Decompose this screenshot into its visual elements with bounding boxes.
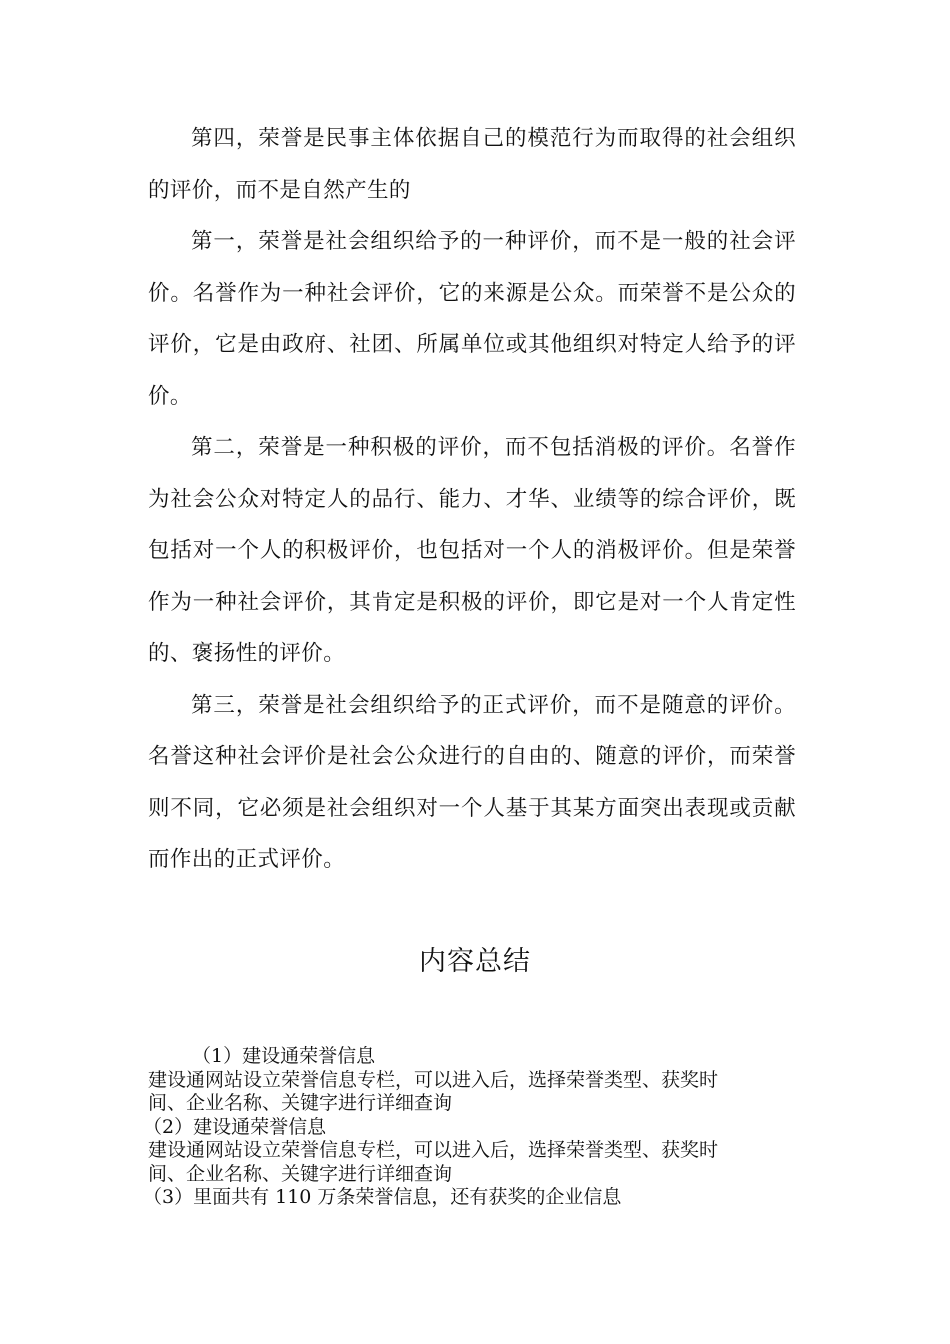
summary-line: （1）建设通荣誉信息 xyxy=(192,1045,376,1067)
summary-line: （3）里面共有 110 万条荣誉信息，还有获奖的企业信息 xyxy=(143,1186,622,1208)
summary-line: 间、企业名称、关键字进行详细查询 xyxy=(148,1092,453,1114)
summary-line: 建设通网站设立荣誉信息专栏，可以进入后，选择荣誉类型、获奖时 xyxy=(148,1139,719,1161)
summary-line: 间、企业名称、关键字进行详细查询 xyxy=(148,1162,453,1185)
paragraph-fourth: 第四，荣誉是民事主体依据自己的模范行为而取得的社会组织的评价，而不是自然产生的 xyxy=(148,126,796,203)
paragraph-third: 第三，荣誉是社会组织给予的正式评价，而不是随意的评价。名誉这种社会评价是社会公众进行的自由的、随意的评价，而荣誉则不同，它必须是社会组织对一个人基于其某方面突出表现或贡献而作出的正式评价。 xyxy=(148,692,796,872)
summary-title: 内容总结 xyxy=(419,946,531,977)
summary-line: 建设通网站设立荣誉信息专栏，可以进入后，选择荣誉类型、获奖时 xyxy=(148,1068,719,1091)
summary-line: （2）建设通荣誉信息 xyxy=(143,1115,327,1138)
paragraph-second: 第二，荣誉是一种积极的评价，而不包括消极的评价。名誉作为社会公众对特定人的品行、能力、才华、业绩等的综合评价，既包括对一个人的积极评价，也包括对一个人的消极评价。但是荣誉作为一种社会评价，其肯定是积极的评价，即它是对一个人肯定性的、褒扬性的评价。 xyxy=(148,435,796,666)
paragraph-first: 第一，荣誉是社会组织给予的一种评价，而不是一般的社会评价。名誉作为一种社会评价，它的来源是公众。而荣誉不是公众的评价，它是由政府、社团、所属单位或其他组织对特定人给予的评价。 xyxy=(148,229,796,409)
summary-section xyxy=(143,1045,788,1210)
body-text xyxy=(148,113,796,886)
